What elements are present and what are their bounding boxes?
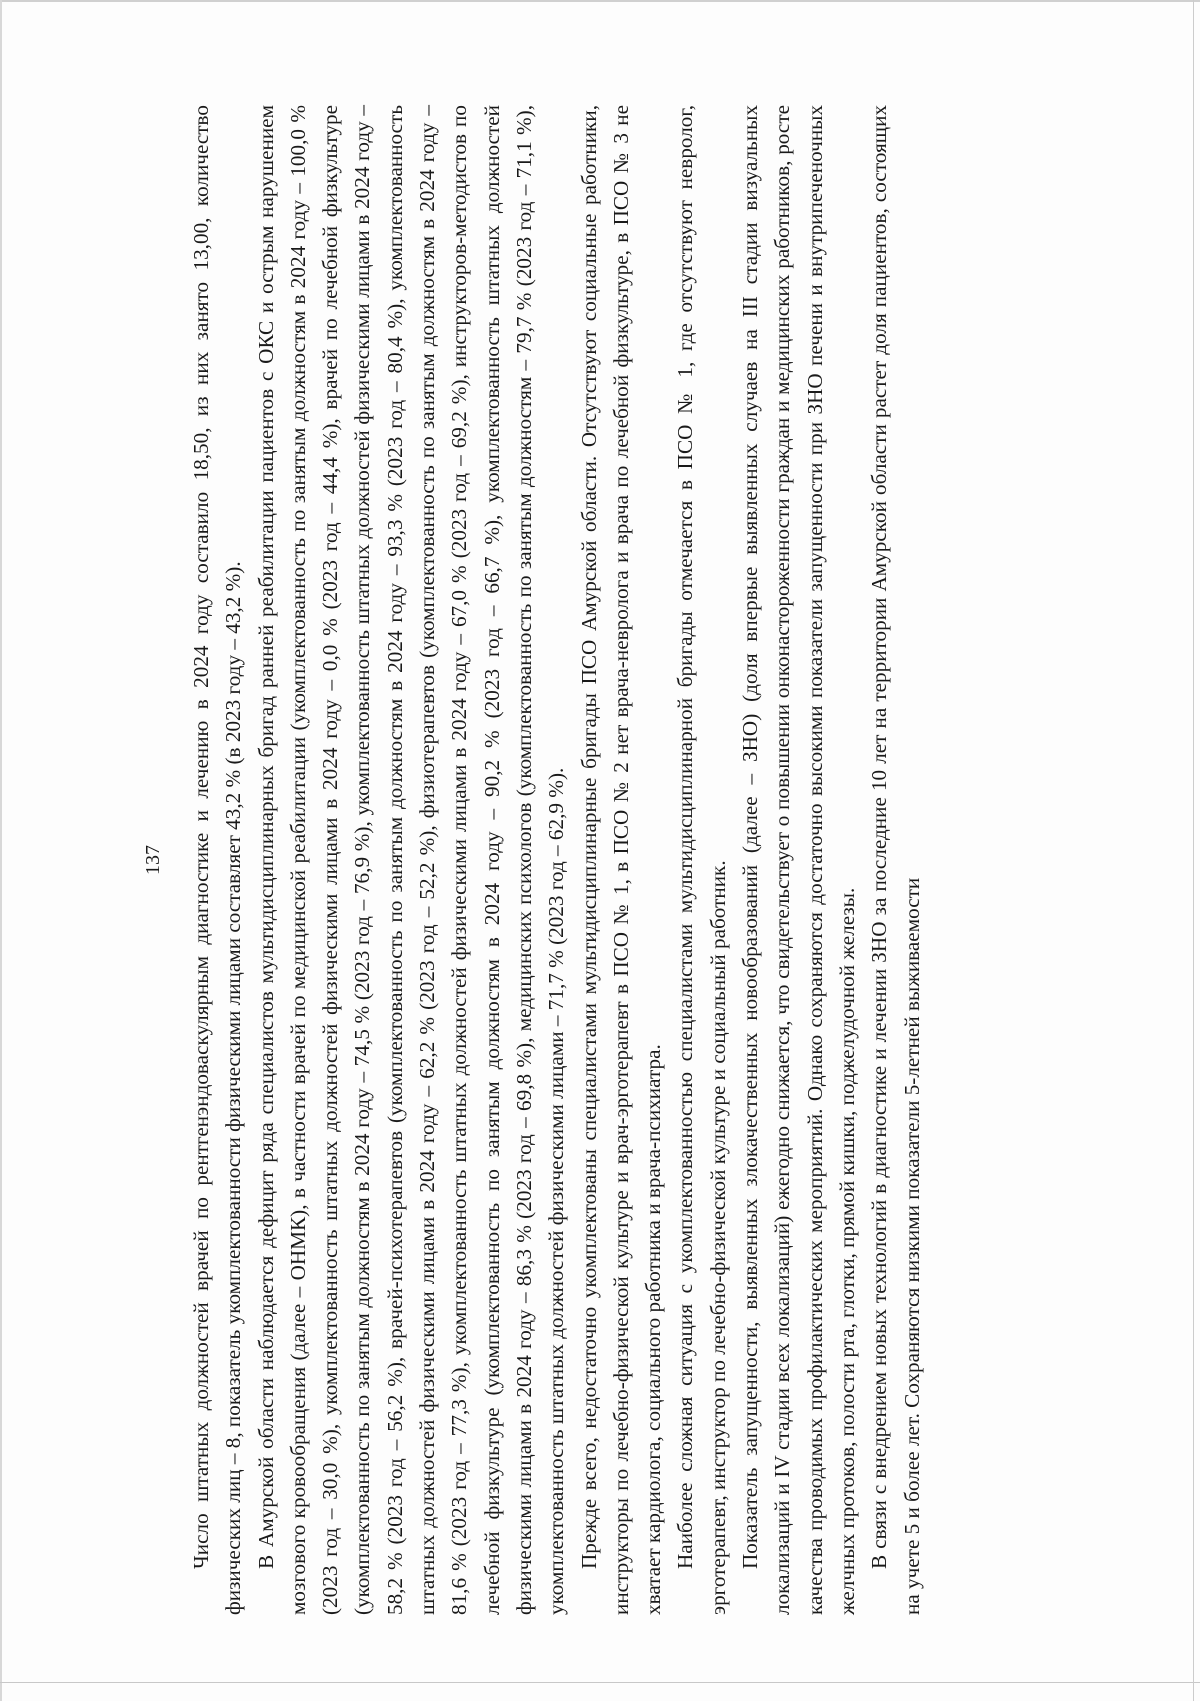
paragraph: Число штатных должностей врачей по рентгенэндоваскулярным диагностике и лечению в 2024 году составило 18,50, из них занято 13,00, количество физических лиц – 8, показатель укомплектованности физическими лицами составляет 43,2 % (в 2023 году – 43,2 %). [189, 105, 246, 1615]
rotated-text-block [142, 105, 1065, 1615]
paragraph: Прежде всего, недостаточно укомплектованы специалистами мультидисциплинарные бригады ПСО Амурской области. Отсутствуют социальные работники, инструкторы по лечебно-физической культуре и врач-эрготерапевт в ПСО № 1, в ПСО № 2 нет врача-невролога и врача по лечебной физкультуре, в ПСО № 3 не хватает кардиолога, социального работника и врача-психиатра. [576, 105, 666, 1615]
paragraph: Показатель запущенности, выявленных злокачественных новообразований (далее – ЗНО) (доля впервые выявленных случаев на III стадии визуальных локализаций и IV стадии всех локализаций) ежегодно снижается, что свидетельствует о повышении онконастороженности граждан и медицинских работников, росте качества проводимых профилактических мероприятий. Однако сохраняются достаточно высокими показатели запущенности при ЗНО печени и внутрипеченочных желчных протоков, полости рта, глотки, прямой кишки, поджелудочной железы. [738, 105, 859, 1615]
page-number: 137 [142, 845, 164, 875]
scan-edge [0, 1682, 1200, 1683]
paragraph: В Амурской области наблюдается дефицит ряда специалистов мультидисциплинарных бригад ранней реабилитации пациентов с ОКС и острым нарушением мозгового кровообращения (далее – ОНМК), в частности врачей по медицинской реабилитации (укомплектованность по занятым должностям в 2024 году – 100,0 % (2023 год – 30,0 %), укомплектованность штатных должностей физическими лицами в 2024 году – 0,0 % (2023 год – 44,4 %), врачей по лечебной физкультуре (укомплектованность по занятым должностям в 2024 году – 74,5 % (2023 год – 76,9 %), укомплектованность штатных должностей физическими лицами в 2024 году – 58,2 % (2023 год – 56,2 %), врачей-психотерапевтов (укомплектованность по занятым должностям в 2024 году – 93,3 % (2023 год – 80,4 %), укомплектованность штатных должностей физическими лицами в 2024 году – 62,2 % (2023 год – 52,2 %), физиотерапевтов (укомплектованность по занятым должностям в 2024 году – 81,6 % (2023 год – 77,3 %), укомплектованность штатных должностей физическими лицами в 2024 году – 67,0 % (2023 год – 69,2 %), инструкторов-методистов по лечебной физкультуре (укомплектованность по занятым должностям в 2024 году – 90,2 % (2023 год – 66,7 %), укомплектованность штатных должностей физическими лицами в 2024 году – 86,3 % (2023 год – 69,8 %), медицинских психологов (укомплектованность по занятым должностям – 79,7 % (2023 год – 71,1 %), укомплектованность штатных должностей физическими лицами – 71,7 % (2023 год – 62,9 %). [253, 105, 569, 1615]
paragraph: Наиболее сложная ситуация с укомплектованностью специалистами мультидисциплинарной бригады отмечается в ПСО № 1, где отсутствуют невролог, эрготерапевт, инструктор по лечебно-физической культуре и социальный работник. [673, 105, 730, 1615]
scan-edge [0, 0, 2, 1701]
paragraph: В связи с внедрением новых технологий в диагностике и лечении ЗНО за последние 10 лет на территории Амурской области растет доля пациентов, состоящих на учете 5 и более лет. Сохраняются низкими показатели 5-летней выживаемости [867, 105, 924, 1615]
scan-edge [0, 0, 1200, 2]
scan-edge [1193, 0, 1194, 1701]
